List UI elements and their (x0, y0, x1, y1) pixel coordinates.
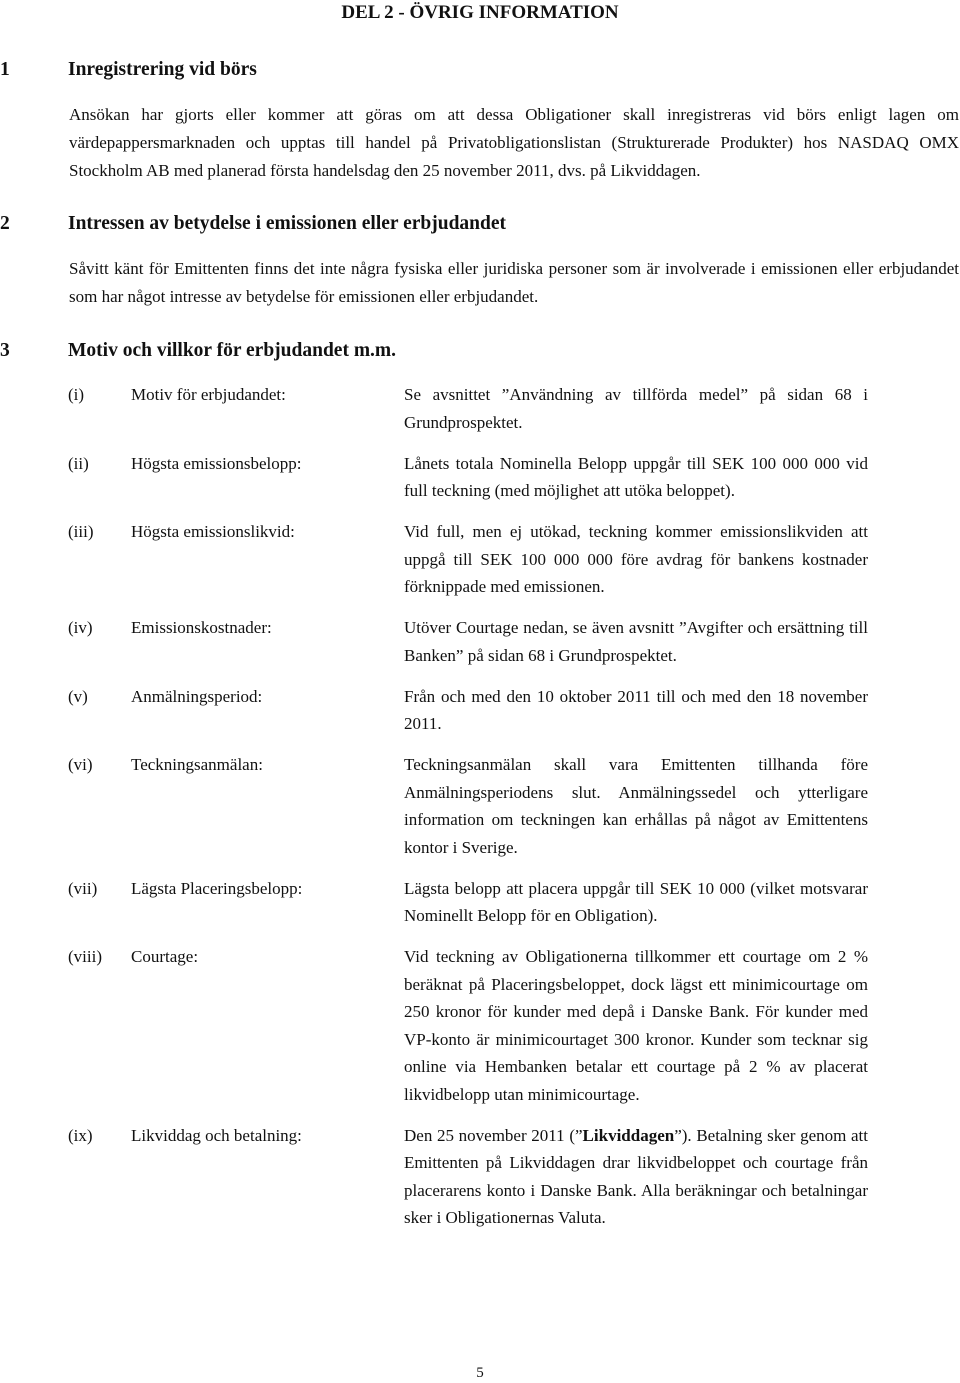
term-label: Motiv för erbjudandet: (131, 385, 286, 404)
term-row (0, 943, 960, 1108)
section-title: Motiv och villkor för erbjudandet m.m. (68, 340, 397, 361)
section-heading-2 (0, 213, 960, 239)
term-row (0, 381, 960, 436)
term-row (0, 1122, 960, 1232)
page-title: DEL 2 - ÖVRIG INFORMATION (341, 2, 619, 23)
section-body-2: Såvitt känt för Emittenten finns det inte några fysiska eller juridiska personer som är involverade i emissionen eller erbjudandet som har något intresse av betydelse för emissionen eller erbjudandet. (69, 259, 959, 306)
term-value-text: ”). Betalning sker genom att Emittenten på Likviddagen drar likvidbeloppet och courtage från placerarens konto i Danske Bank. Alla beräkningar och betalningar sker i Obligationernas Valuta. (404, 1125, 869, 1227)
term-label: Teckningsanmälan: (131, 755, 263, 774)
term-row (0, 450, 960, 505)
section-number: 3 (0, 340, 10, 361)
term-number: (iii) (68, 522, 94, 541)
term-value: Lägsta belopp att placera uppgår till SEK 10 000 (vilket motsvarar Nominellt Belopp för en Obligation). (404, 878, 868, 925)
section-number: 2 (0, 213, 10, 234)
section-heading-1 (0, 59, 960, 85)
term-value-text: Den 25 november 2011 (” (404, 1125, 583, 1145)
term-number: (vii) (68, 878, 98, 898)
section-heading-3 (0, 340, 960, 366)
term-row (0, 518, 960, 601)
term-number: (iv) (68, 618, 93, 637)
term-row (0, 875, 960, 930)
term-value: Vid teckning av Obligationerna tillkommer ett courtage om 2 % beräknat på Placeringsbeloppet, dock lägst ett minimicourtage om 250 kronor för kunder med depå i Danske Bank. För kunder med VP-konto är minimicourtaget 300 kronor. Kunder som tecknar sig online via Hembanken betalar ett courtage på 2 % av placerat likvidbelopp utan minimicourtage. (404, 947, 868, 1104)
term-row (0, 683, 960, 738)
section-body-1: Ansökan har gjorts eller kommer att göras om att dessa Obligationer skall inregistreras vid börs enligt lagen om värdepappersmarknaden och upptas till handel på Privatobligationslistan (Strukturerade Produkter) hos NASDAQ OMX Stockholm AB med planerad första handelsdag den 25 november 2011, dvs. på Likviddagen. (69, 105, 959, 180)
terms-list (0, 381, 960, 1245)
term-value: Utöver Courtage nedan, se även avsnitt ”Avgifter och ersättning till Banken” på sidan 68 i Grundprospektet. (404, 618, 868, 665)
page-number: 5 (476, 1365, 484, 1381)
term-row (0, 751, 960, 861)
term-label: Likviddag och betalning: (131, 1125, 302, 1145)
term-label: Courtage: (131, 947, 199, 966)
term-value: Från och med den 10 oktober 2011 till och med den 18 november 2011. (404, 686, 868, 733)
term-value: Lånets totala Nominella Belopp uppgår till SEK 100 000 000 vid full teckning (med möjlighet att utöka beloppet). (404, 453, 868, 500)
term-number: (ix) (68, 1125, 93, 1145)
term-number: (v) (68, 686, 88, 706)
term-label: Emissionskostnader: (131, 618, 272, 637)
term-number: (i) (68, 385, 85, 404)
term-label: Högsta emissionsbelopp: (131, 453, 302, 473)
section-title: Inregistrering vid börs (68, 59, 257, 80)
term-label: Anmälningsperiod: (131, 686, 263, 706)
section-title: Intressen av betydelse i emissionen eller erbjudandet (68, 213, 507, 234)
term-value (404, 1122, 868, 1232)
term-row (0, 614, 960, 669)
term-number: (vi) (68, 755, 93, 774)
term-label: Lägsta Placeringsbelopp: (131, 878, 303, 898)
section-number: 1 (0, 59, 10, 80)
term-value: Se avsnittet ”Användning av tillförda medel” på sidan 68 i Grundprospektet. (404, 385, 868, 432)
term-number: (ii) (68, 453, 89, 473)
term-label: Högsta emissionslikvid: (131, 522, 295, 541)
term-value-emphasis: Likviddagen (582, 1125, 675, 1145)
term-value: Teckningsanmälan skall vara Emittenten tillhanda före Anmälningsperiodens slut. Anmälningssedel och ytterligare information om teckningen kan erhållas på något av Emittentens kontor i Sverige. (404, 755, 868, 857)
term-number: (viii) (68, 947, 102, 966)
term-value: Vid full, men ej utökad, teckning kommer emissionslikviden att uppgå till SEK 100 000 000 före avdrag för bankens kostnader förknippade med emissionen. (404, 522, 868, 596)
